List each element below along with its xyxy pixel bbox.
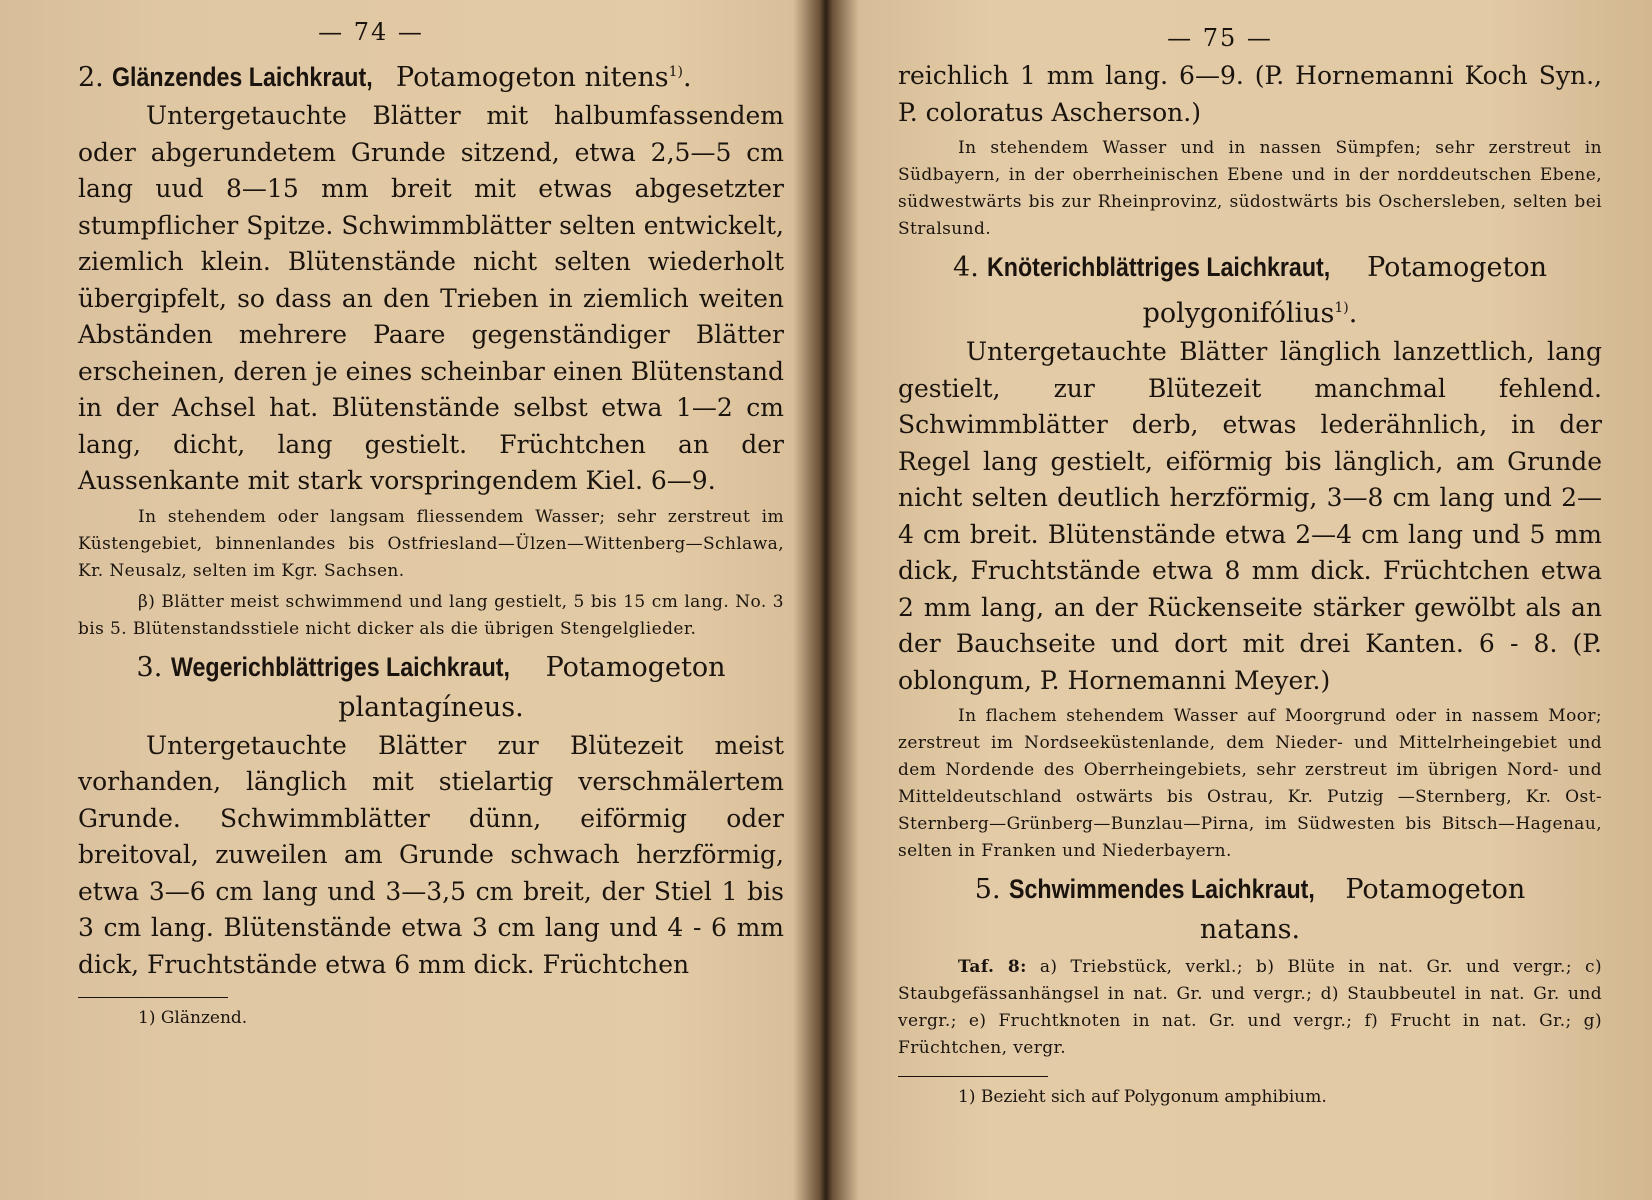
footnote-rule: [898, 1076, 1048, 1077]
heading-trailing: .: [1348, 298, 1358, 329]
latin-name-line2: polygonifólius: [1142, 298, 1335, 329]
habitat-note: In stehendem oder langsam fliessendem Wasser; sehr zerstreut im Küstengebiet, binnenlandes bis Ostfriesland—Ülzen—Wittenberg—Schlawa, Kr. Neusalz, selten im Kgr. Sachsen.: [78, 506, 784, 581]
german-name: Schwimmendes Laichkraut,: [1009, 874, 1315, 904]
latin-name: Potamogeton nitens: [396, 62, 669, 93]
page-number: — 75 —: [1167, 24, 1273, 52]
species-number: 5.: [974, 874, 1001, 905]
species-heading: [898, 869, 1602, 950]
footnote: 1) Bezieht sich auf Polygonum amphibium.: [958, 1087, 1327, 1107]
footnote: 1) Glänzend.: [138, 1008, 248, 1028]
latin-name: Potamogeton: [1367, 252, 1547, 283]
species-description: Untergetauchte Blätter länglich lanzettlich, lang gestielt, zur Blütezeit manchmal fehlend. Schwimmblätter derb, etwas lederähnlich, in der Regel lang gestielt, eiförmig bis länglich, am Grunde nicht selten deutlich herzförmig, 3—8 cm lang und 2—4 cm breit. Blütenstände etwa 2—4 cm lang und 5 mm dick, Fruchtstände etwa 8 mm dick. Früchtchen etwa 2 mm lang, an der Rückenseite stärker gewölbt als an der Bauchseite und dort mit drei Kanten. 6 - 8. (P. oblongum, P. Hornemanni Meyer.): [898, 337, 1602, 695]
german-name: Wegerichblättriges Laichkraut,: [170, 651, 510, 682]
species-description: Untergetauchte Blätter mit halbumfassendem oder abgerundetem Grunde sitzend, etwa 2,5—5 cm lang uud 8—15 mm breit mit etwas abgesetzter stumpflicher Spitze. Schwimmblätter selten entwickelt, ziemlich klein. Blütenstände nicht selten wiederholt übergipfelt, so dass an den Trieben in ziemlich weiten Abständen mehrere Paare gegenständiger Blätter erscheinen, deren je eines scheinbar einen Blütenstand in der Achsel hat. Blütenstände selbst etwa 1—2 cm lang, dicht, lang gestielt. Früchtchen an der Aussenkante mit stark vorspringendem Kiel. 6—9.: [78, 101, 784, 495]
continued-text: reichlich 1 mm lang. 6—9. (P. Hornemanni Koch Syn., P. coloratus Ascherson.): [898, 61, 1602, 127]
german-name: Knöterichblättriges Laichkraut,: [987, 252, 1331, 282]
plate-label: Taf. 8:: [958, 957, 1027, 977]
species-number: 2.: [78, 62, 104, 93]
footnote-rule: [78, 997, 228, 998]
habitat-note: In flachem stehendem Wasser auf Moorgrund oder in nassem Moor; zerstreut im Nordseeküstenlande, dem Nieder- und Mittelrheingebiet und dem Nordende des Oberrheingebiets, sehr zerstreut im übrigen Nord- und Mitteldeutschland ostwärts bis Ostrau, Kr. Putzig —Sternberg, Kr. Ost-Sternberg—Grünberg—Bunzlau—Pirna, im Südwesten bis Bitsch—Hagenau, selten in Franken und Niederbayern.: [898, 706, 1602, 861]
species-heading: [78, 52, 784, 98]
variety-note: β) Blätter meist schwimmend und lang gestielt, 5 bis 15 cm lang. No. 3 bis 5. Blütenstandsstiele nicht dicker als die übrigen Stengelglieder.: [78, 591, 784, 639]
german-name: Glänzendes Laichkraut,: [112, 62, 374, 92]
species-number: 4.: [953, 252, 979, 283]
species-heading: [78, 647, 784, 728]
latin-name: Potamogeton: [545, 651, 726, 683]
heading-trailing: .: [683, 62, 692, 93]
plate-text: a) Triebstück, verkl.; b) Blüte in nat. Gr. und vergr.; c) Staubgefässanhängsel in nat. Gr. und vergr.; d) Staubbeutel in nat. Gr. und vergr.; e) Fruchtknoten in nat. Gr. und vergr.; f) Frucht in nat. Gr.; g) Früchtchen, vergr.: [898, 957, 1602, 1058]
latin-name: Potamogeton: [1345, 874, 1526, 905]
footnote-marker: 1): [1334, 300, 1349, 316]
latin-name-line2: natans.: [1199, 914, 1301, 945]
species-heading: [898, 247, 1602, 334]
habitat-note: In stehendem Wasser und in nassen Sümpfen; sehr zerstreut in Südbayern, in der oberrheinischen Ebene und in der norddeutschen Ebene, südwestwärts bis zur Rheinprovinz, südostwärts bis Oschersleben, selten bei Stralsund.: [898, 138, 1602, 239]
footnote-marker: 1): [668, 64, 683, 80]
plate-reference: [898, 954, 1602, 1062]
species-number: 3.: [136, 651, 163, 683]
species-description: Untergetauchte Blätter zur Blütezeit meist vorhanden, länglich mit stielartig verschmälertem Grunde. Schwimmblätter dünn, eiförmig oder breitoval, zuweilen am Grunde schwach herzförmig, etwa 3—6 cm lang und 3—3,5 cm breit, der Stiel 1 bis 3 cm lang. Blütenstände etwa 3 cm lang und 4 - 6 mm dick, Fruchtstände etwa 6 mm dick. Früchtchen: [78, 730, 784, 979]
latin-name-line2: plantagíneus.: [338, 691, 524, 723]
page-number: — 74 —: [318, 18, 424, 46]
right-page: [842, 0, 1652, 1200]
